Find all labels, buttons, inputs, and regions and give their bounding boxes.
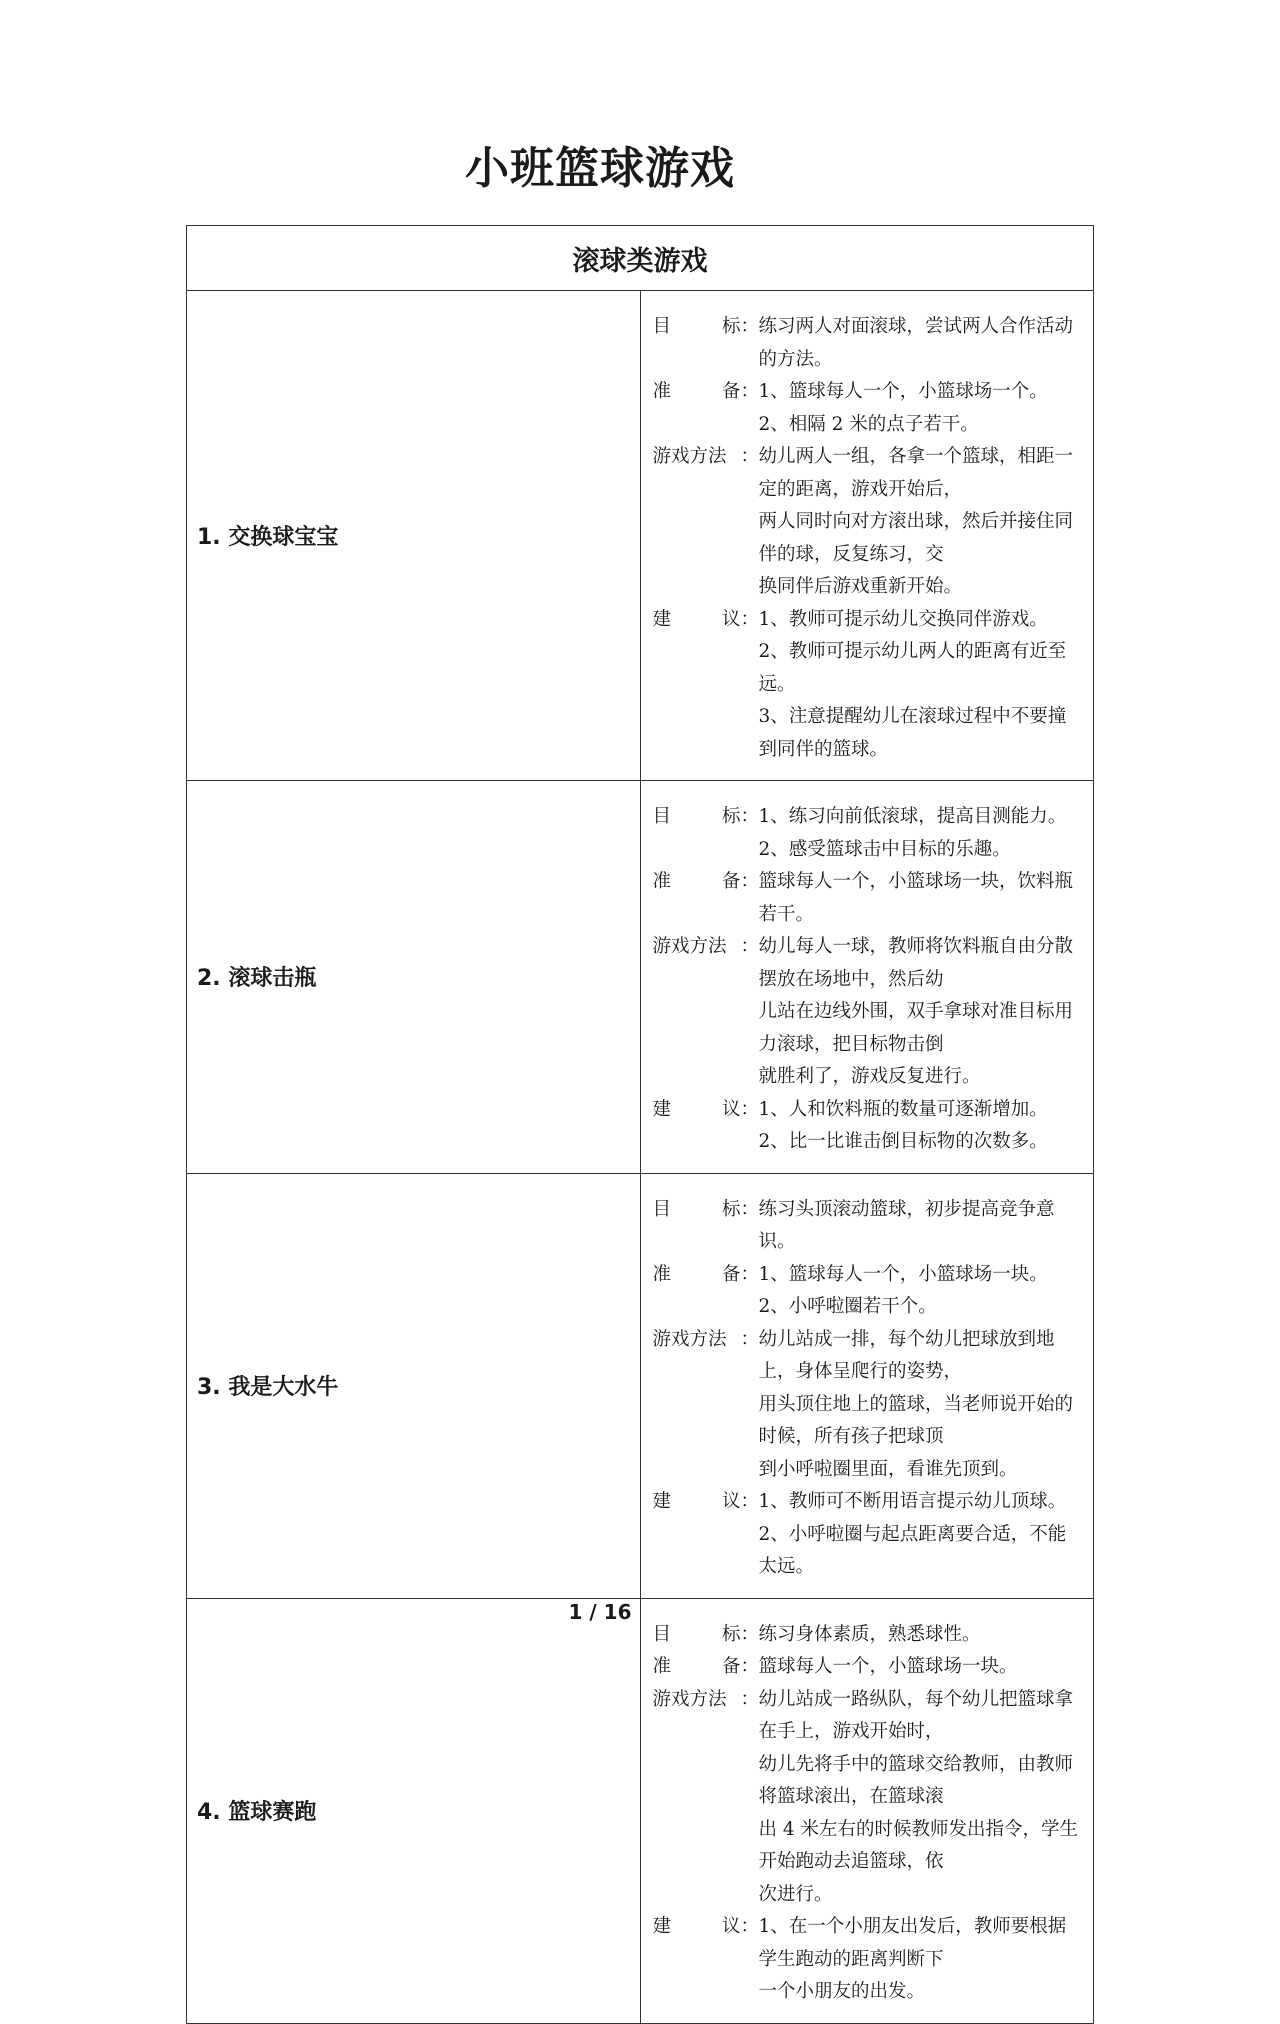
entry-label <box>653 376 759 441</box>
game-name: 4. 篮球赛跑 <box>187 1598 641 2023</box>
entry-line: 就胜利了，游戏反复进行。 <box>758 1066 981 1087</box>
entry-label-text <box>653 1486 741 1584</box>
entry-line: 一个小朋友的出发。 <box>758 1981 926 2002</box>
entry-label <box>653 1911 759 2009</box>
entry-line: 2、感受篮球击中目标的乐趣。 <box>758 838 1011 860</box>
entry-label-text <box>653 931 727 1094</box>
game-entry <box>653 866 1084 931</box>
entry-label <box>653 1684 759 1912</box>
entry-label-text <box>653 1911 741 2009</box>
entry-line: 2、相隔 2 米的点子若干。 <box>758 413 979 435</box>
game-description <box>640 291 1094 781</box>
game-description <box>640 1173 1094 1598</box>
page-number: 1 / 16 <box>568 1600 632 1624</box>
entry-line: 1、教师可提示幼儿交换同伴游戏。 <box>758 608 1048 630</box>
entry-label-colon: ： <box>740 1656 760 1677</box>
game-entry <box>653 1324 1084 1487</box>
game-description <box>640 781 1094 1174</box>
entry-lines <box>759 1486 1084 1584</box>
entry-line: 幼儿每人一球，教师将饮料瓶自由分散摆放在场地中，然后幼 <box>758 936 1074 990</box>
entry-label-text <box>653 866 741 931</box>
entry-lines <box>759 1094 1084 1159</box>
entry-label-char: 目 <box>652 806 672 827</box>
game-entry <box>653 1259 1084 1324</box>
entry-label <box>653 441 759 604</box>
entry-line: 出 4 米左右的时候教师发出指令，学生开始跑动去追篮球，依 <box>758 1818 1079 1872</box>
game-name: 3. 我是大水牛 <box>187 1173 641 1598</box>
game-entry <box>653 376 1084 441</box>
entry-label-colon: ： <box>740 936 760 957</box>
entry-label-text <box>653 376 741 441</box>
entry-label-char: 议 <box>721 1098 741 1120</box>
entry-label-char: 议 <box>721 1491 741 1512</box>
entry-line: 练习头顶滚动篮球，初步提高竞争意识。 <box>758 1198 1055 1252</box>
entry-label-char: 备 <box>721 871 741 892</box>
entry-label-char: 准 <box>652 1656 672 1677</box>
entry-label-char: 建 <box>652 1491 672 1512</box>
entry-label-char: 标 <box>721 1623 741 1645</box>
game-name: 1. 交换球宝宝 <box>187 291 641 781</box>
entry-line: 1、人和饮料瓶的数量可逐渐增加。 <box>758 1098 1048 1120</box>
game-row <box>187 781 1094 1174</box>
entry-label-char: 准 <box>652 871 672 892</box>
entry-lines <box>759 1651 1084 1684</box>
entry-label <box>653 1094 759 1159</box>
entry-label-char: 标 <box>721 316 741 337</box>
entry-lines <box>759 311 1084 376</box>
entry-label-char: 标 <box>721 806 741 827</box>
entry-lines <box>759 931 1084 1094</box>
entry-label-text <box>653 1194 741 1259</box>
entry-label-char: 准 <box>652 381 672 402</box>
entry-label <box>653 1486 759 1584</box>
entry-label <box>653 1324 759 1487</box>
entry-line: 幼儿站成一排，每个幼儿把球放到地上，身体呈爬行的姿势， <box>758 1328 1055 1382</box>
entry-label-char: 标 <box>721 1198 741 1220</box>
entry-label-text <box>653 1324 727 1487</box>
entry-label-char: 议 <box>721 1916 741 1937</box>
entry-line: 到小呼啦圈里面，看谁先顶到。 <box>758 1458 1018 1480</box>
entry-lines <box>759 1684 1084 1912</box>
entry-label-char: 目 <box>652 1198 672 1220</box>
document-title: 小班篮球游戏 <box>465 143 735 194</box>
entry-label-char: 建 <box>652 1098 672 1120</box>
entry-label-text <box>653 1684 727 1912</box>
entry-label-text <box>653 1094 741 1159</box>
entry-label-text <box>653 1651 741 1684</box>
game-entry <box>653 1486 1084 1584</box>
entry-line: 幼儿站成一路纵队，每个幼儿把篮球拿在手上，游戏开始时， <box>758 1688 1074 1742</box>
entry-line: 1、练习向前低滚球，提高目测能力。 <box>758 806 1067 827</box>
entry-label-char: 备 <box>721 1263 741 1285</box>
entry-label-text <box>653 441 727 604</box>
entry-label-text <box>653 801 741 866</box>
entry-label-text <box>653 604 741 767</box>
entry-label-char: 议 <box>721 608 741 630</box>
entry-lines <box>759 1259 1084 1324</box>
game-entry <box>653 1684 1084 1912</box>
game-entry <box>653 1194 1084 1259</box>
entry-label <box>653 604 759 767</box>
game-entry <box>653 441 1084 604</box>
entry-line: 3、注意提醒幼儿在滚球过程中不要撞到同伴的篮球。 <box>758 706 1067 760</box>
game-description <box>640 1598 1094 2023</box>
game-entry <box>653 801 1084 866</box>
entry-label <box>653 801 759 866</box>
entry-line: 儿站在边线外围，双手拿球对准目标用力滚球，把目标物击倒 <box>758 1001 1074 1055</box>
entry-lines <box>759 866 1084 931</box>
entry-line: 次进行。 <box>758 1883 833 1905</box>
entry-line: 用头顶住地上的篮球，当老师说开始的时候，所有孩子把球顶 <box>758 1393 1074 1447</box>
entry-label-colon: ： <box>740 1098 760 1120</box>
game-entry <box>653 604 1084 767</box>
entry-lines <box>759 1324 1084 1487</box>
entry-label-char: 游戏方法 <box>652 1688 727 1710</box>
entry-label-char: 备 <box>721 1656 741 1677</box>
entry-label-text <box>653 1259 741 1324</box>
entry-label <box>653 866 759 931</box>
section-header-row <box>187 226 1094 291</box>
entry-line: 幼儿先将手中的篮球交给教师，由教师将篮球滚出，在篮球滚 <box>758 1753 1074 1807</box>
entry-label-colon: ： <box>740 316 760 337</box>
entry-label-colon: ： <box>740 1916 760 1937</box>
entry-label <box>653 1259 759 1324</box>
entry-lines <box>759 441 1084 604</box>
entry-line: 练习两人对面滚球，尝试两人合作活动的方法。 <box>758 316 1074 370</box>
game-entry <box>653 931 1084 1094</box>
entry-label <box>653 1651 759 1684</box>
entry-lines <box>759 1194 1084 1259</box>
entry-line: 两人同时向对方滚出球，然后并接住同伴的球，反复练习，交 <box>758 511 1074 565</box>
entry-label-colon: ： <box>740 1263 760 1285</box>
entry-line: 篮球每人一个，小篮球场一块。 <box>758 1656 1018 1677</box>
entry-line: 1、教师可不断用语言提示幼儿顶球。 <box>758 1491 1067 1512</box>
entry-line: 1、在一个小朋友出发后，教师要根据学生跑动的距离判断下 <box>758 1916 1067 1970</box>
entry-label-char: 目 <box>652 1623 672 1645</box>
entry-line: 2、比一比谁击倒目标物的次数多。 <box>758 1131 1048 1152</box>
game-entry <box>653 1911 1084 2009</box>
entry-lines <box>759 376 1084 441</box>
entry-line: 2、小呼啦圈若干个。 <box>758 1296 937 1317</box>
game-row <box>187 1173 1094 1598</box>
games-table <box>186 225 1094 2024</box>
entry-line: 2、教师可提示幼儿两人的距离有近至远。 <box>758 641 1067 695</box>
entry-label-colon: ： <box>740 608 760 630</box>
section-header: 滚球类游戏 <box>187 226 1094 291</box>
entry-line: 篮球每人一个，小篮球场一块，饮料瓶若干。 <box>758 871 1074 925</box>
entry-label-char: 游戏方法 <box>652 446 727 467</box>
game-entry <box>653 311 1084 376</box>
entry-line: 1、篮球每人一个，小篮球场一块。 <box>758 1263 1048 1285</box>
entry-label <box>653 931 759 1094</box>
game-row <box>187 1598 1094 2023</box>
entry-label-char: 准 <box>652 1263 672 1285</box>
game-entry <box>653 1094 1084 1159</box>
entry-label <box>653 311 759 376</box>
entry-label-colon: ： <box>740 806 760 827</box>
game-row <box>187 291 1094 781</box>
entry-lines <box>759 801 1084 866</box>
entry-label-char: 建 <box>652 1916 672 1937</box>
entry-label-colon: ： <box>740 1328 760 1350</box>
entry-label-colon: ： <box>740 1688 760 1710</box>
entry-label-char: 目 <box>652 316 672 337</box>
entry-label-colon: ： <box>740 381 760 402</box>
entry-label-colon: ： <box>740 1623 760 1645</box>
entry-line: 1、篮球每人一个，小篮球场一个。 <box>758 381 1048 402</box>
entry-label-colon: ： <box>740 446 760 467</box>
entry-label-colon: ： <box>740 871 760 892</box>
game-entry <box>653 1651 1084 1684</box>
entry-label-char: 游戏方法 <box>652 1328 727 1350</box>
entry-label-colon: ： <box>740 1198 760 1220</box>
entry-label-char: 游戏方法 <box>652 936 727 957</box>
entry-label <box>653 1194 759 1259</box>
entry-line: 换同伴后游戏重新开始。 <box>758 576 963 597</box>
entry-label-text <box>653 311 741 376</box>
entry-lines <box>759 1911 1084 2009</box>
entry-line: 2、小呼啦圈与起点距离要合适，不能太远。 <box>758 1523 1067 1577</box>
game-name: 2. 滚球击瓶 <box>187 781 641 1174</box>
entry-label-colon: ： <box>740 1491 760 1512</box>
entry-line: 练习身体素质，熟悉球性。 <box>758 1623 981 1645</box>
entry-line: 幼儿两人一组，各拿一个篮球，相距一定的距离，游戏开始后， <box>758 446 1074 500</box>
entry-lines <box>759 604 1084 767</box>
entry-label-char: 建 <box>652 608 672 630</box>
entry-label-char: 备 <box>721 381 741 402</box>
